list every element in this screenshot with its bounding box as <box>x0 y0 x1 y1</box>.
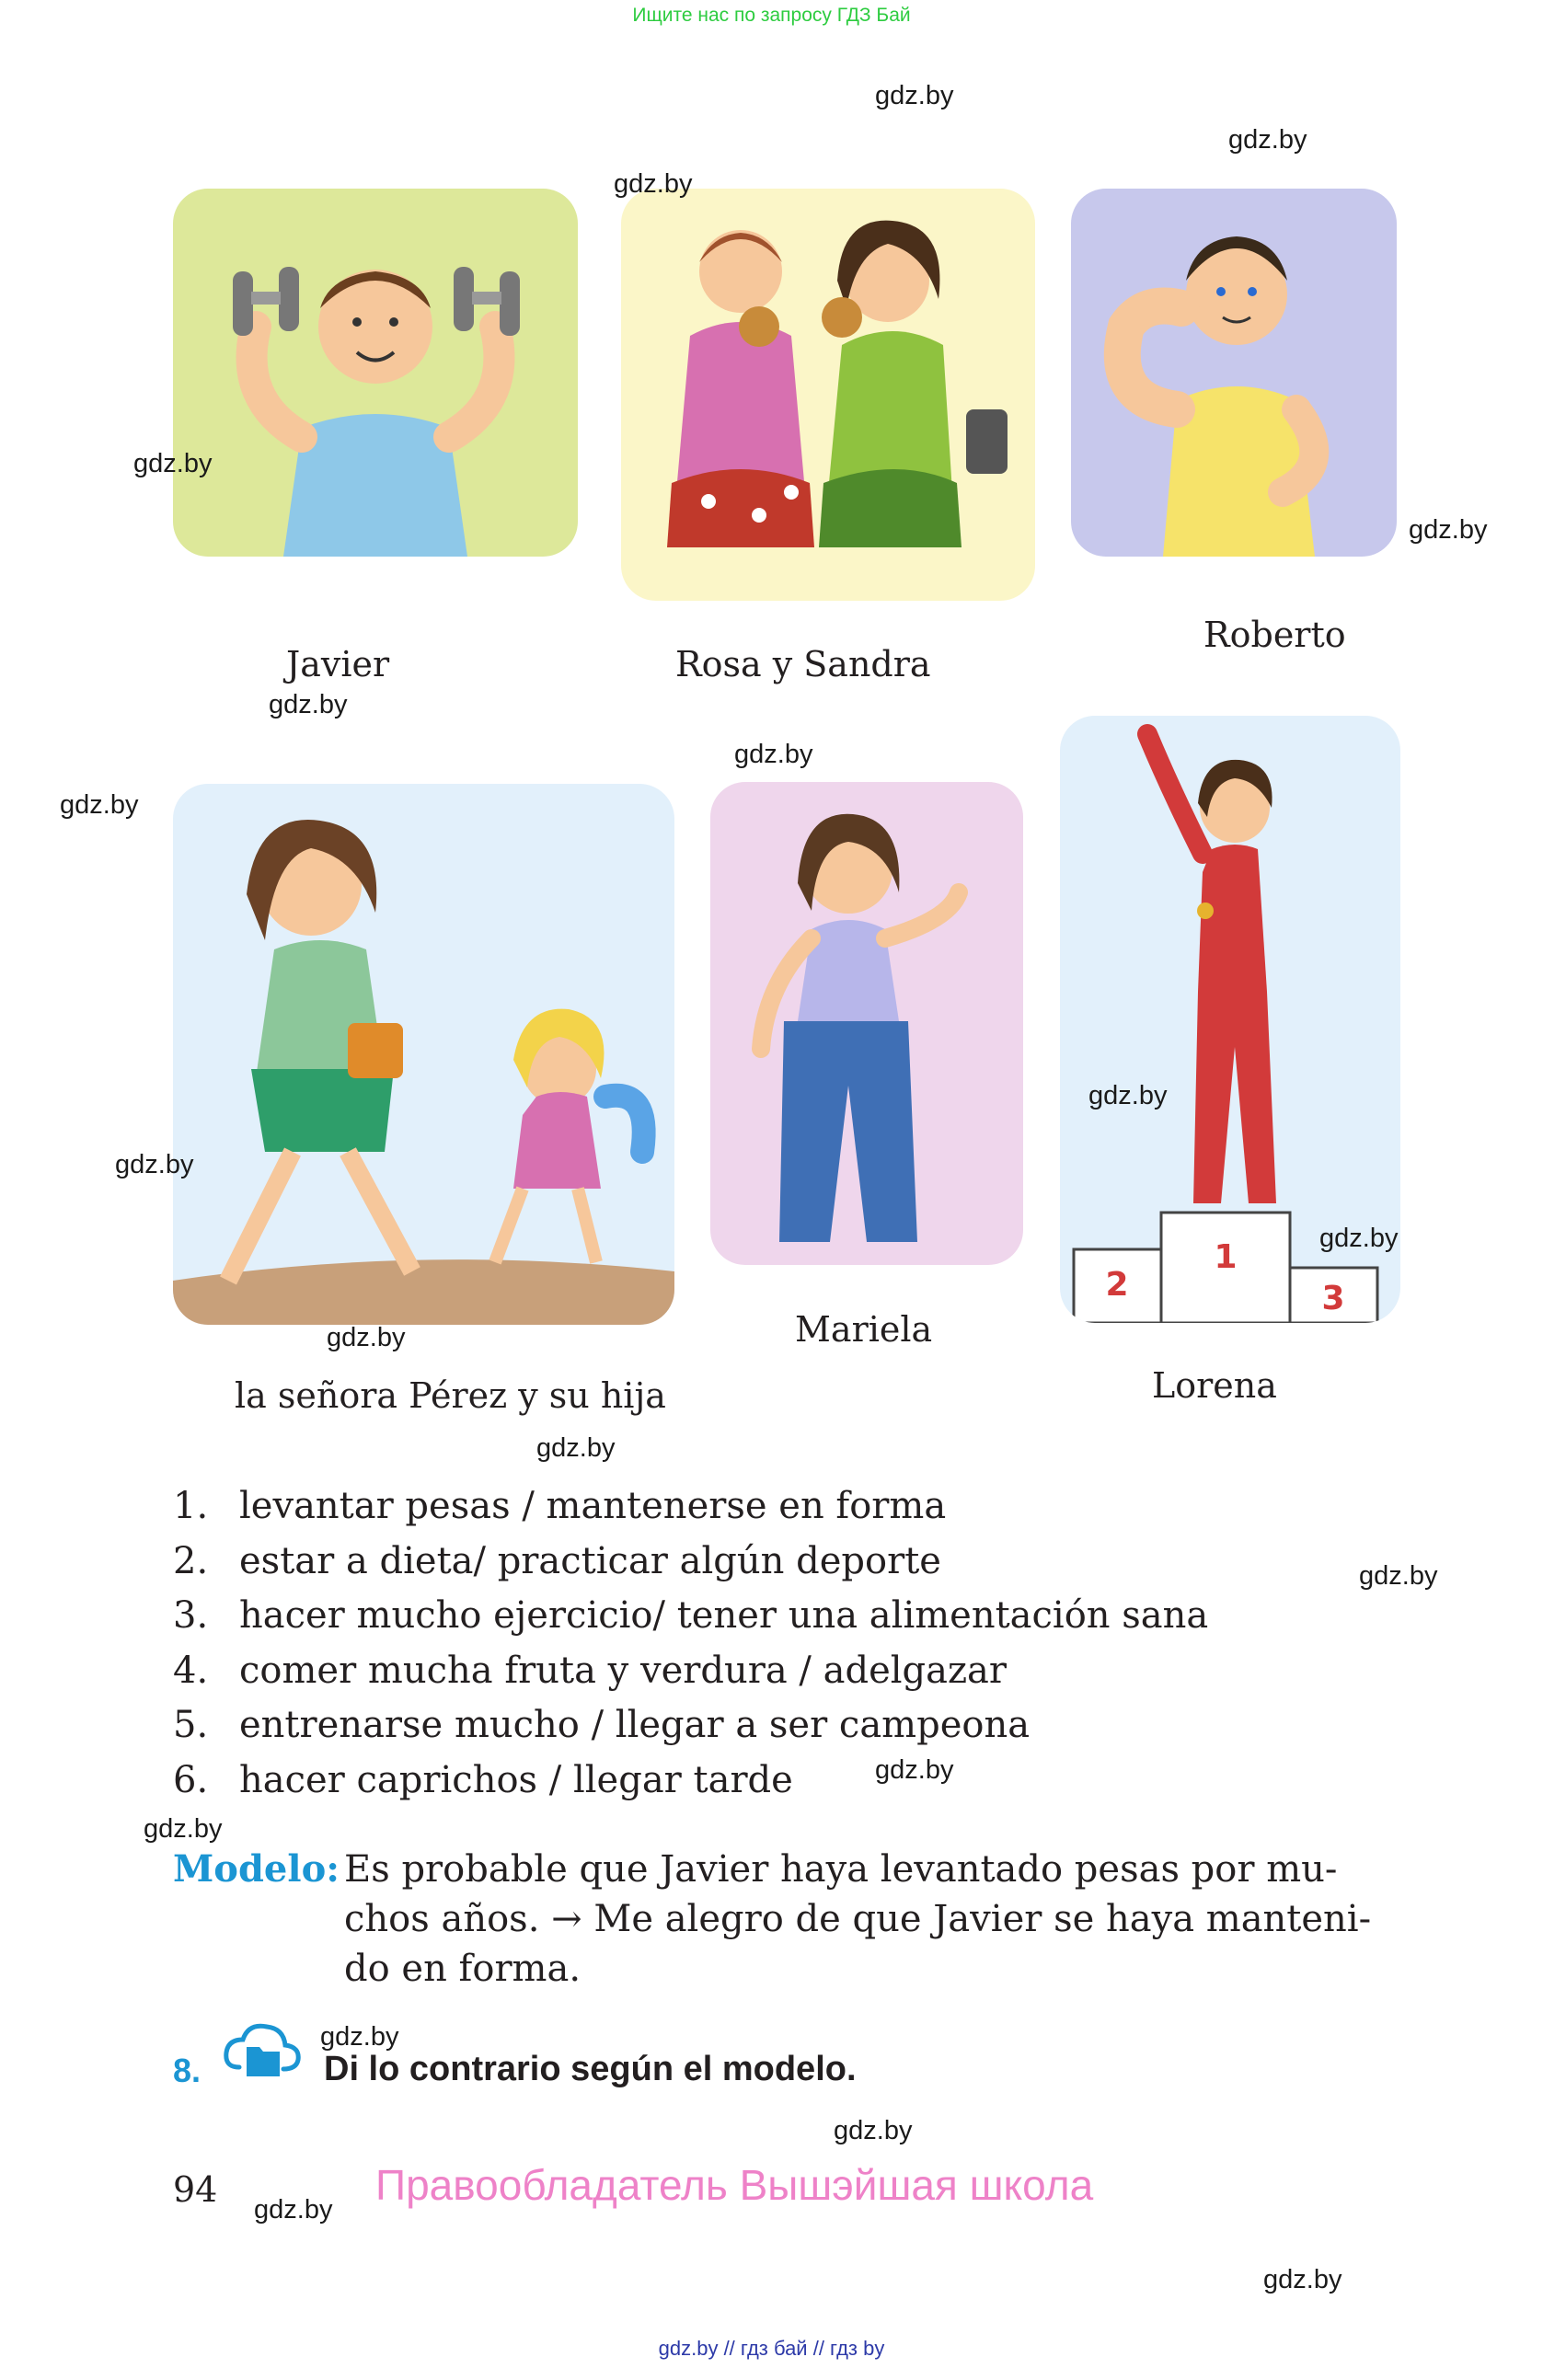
rosa-sandra-illustration <box>621 189 1035 601</box>
watermark: gdz.by <box>1359 1561 1438 1591</box>
modelo-label: Modelo: <box>173 1847 340 1891</box>
caption-rosa-sandra: Rosa y Sandra <box>675 644 931 684</box>
watermark: gdz.by <box>1319 1224 1399 1253</box>
watermark: gdz.by <box>320 2022 399 2052</box>
cloud-folder-icon <box>223 2019 302 2078</box>
list-item: 1. levantar pesas / mantenerse en forma <box>173 1485 947 1527</box>
list-item: 2. estar a dieta/ practicar algún deporte <box>173 1539 941 1582</box>
top-banner: Ищите нас по запросу ГДЗ Бай <box>632 5 911 26</box>
woman-loose-jeans-figure <box>710 782 1023 1265</box>
exercise-number: 8. <box>173 2052 202 2089</box>
watermark: gdz.by <box>1228 125 1307 155</box>
watermark: gdz.by <box>269 690 348 719</box>
watermark: gdz.by <box>115 1150 194 1179</box>
exercise-title: Di lo contrario según el modelo. <box>324 2050 857 2088</box>
podium-first-label: 1 <box>1214 1238 1238 1276</box>
watermark: gdz.by <box>144 1814 223 1844</box>
watermark: gdz.by <box>327 1323 406 1352</box>
page-number: 94 <box>173 2169 218 2210</box>
caption-perez: la señora Pérez y su hija <box>235 1375 666 1416</box>
watermark: gdz.by <box>834 2116 913 2145</box>
weightlifter-figure <box>173 189 578 557</box>
podium-second-label: 2 <box>1105 1266 1129 1304</box>
rights-holder: Правообладатель Вышэйшая школа <box>375 2161 1094 2209</box>
perez-illustration <box>173 784 674 1325</box>
caption-lorena: Lorena <box>1152 1365 1277 1406</box>
podium-third-label: 3 <box>1321 1280 1345 1317</box>
two-women-eating-figure <box>621 189 1035 601</box>
watermark: gdz.by <box>875 1755 954 1785</box>
watermark: gdz.by <box>60 790 139 820</box>
watermark: gdz.by <box>734 740 813 769</box>
phrase-list <box>173 1479 1208 1808</box>
list-item: 6. hacer caprichos / llegar tarde <box>173 1758 793 1801</box>
caption-mariela: Mariela <box>795 1309 933 1350</box>
list-item: 5. entrenarse mucho / llegar a ser campeona <box>173 1704 1031 1746</box>
list-item: 4. comer mucha fruta y verdura / adelgazar <box>173 1649 1008 1692</box>
mother-daughter-figure <box>173 784 674 1325</box>
watermark: gdz.by <box>1263 2265 1342 2294</box>
watermark: gdz.by <box>1409 515 1488 545</box>
mariela-illustration <box>710 782 1023 1265</box>
caption-roberto: Roberto <box>1203 615 1346 655</box>
roberto-illustration <box>1071 189 1397 557</box>
watermark: gdz.by <box>254 2195 333 2225</box>
watermark: gdz.by <box>536 1433 616 1463</box>
flexing-man-figure <box>1071 189 1397 557</box>
caption-javier: Javier <box>286 644 390 684</box>
list-item: 3. hacer mucho ejercicio/ tener una alimentación sana <box>173 1594 1209 1637</box>
watermark: gdz.by <box>614 169 693 199</box>
watermark: gdz.by <box>1088 1081 1168 1110</box>
watermark: gdz.by <box>875 81 954 110</box>
modelo-text: Es probable que Javier haya levantado pesas por mu- chos años. → Me alegro de que Javier se haya manteni- do en forma. <box>344 1848 1372 1990</box>
watermark: gdz.by <box>133 449 213 478</box>
javier-illustration <box>173 189 578 557</box>
footer-links: gdz.by // гдз бай // гдз by <box>658 2337 885 2360</box>
